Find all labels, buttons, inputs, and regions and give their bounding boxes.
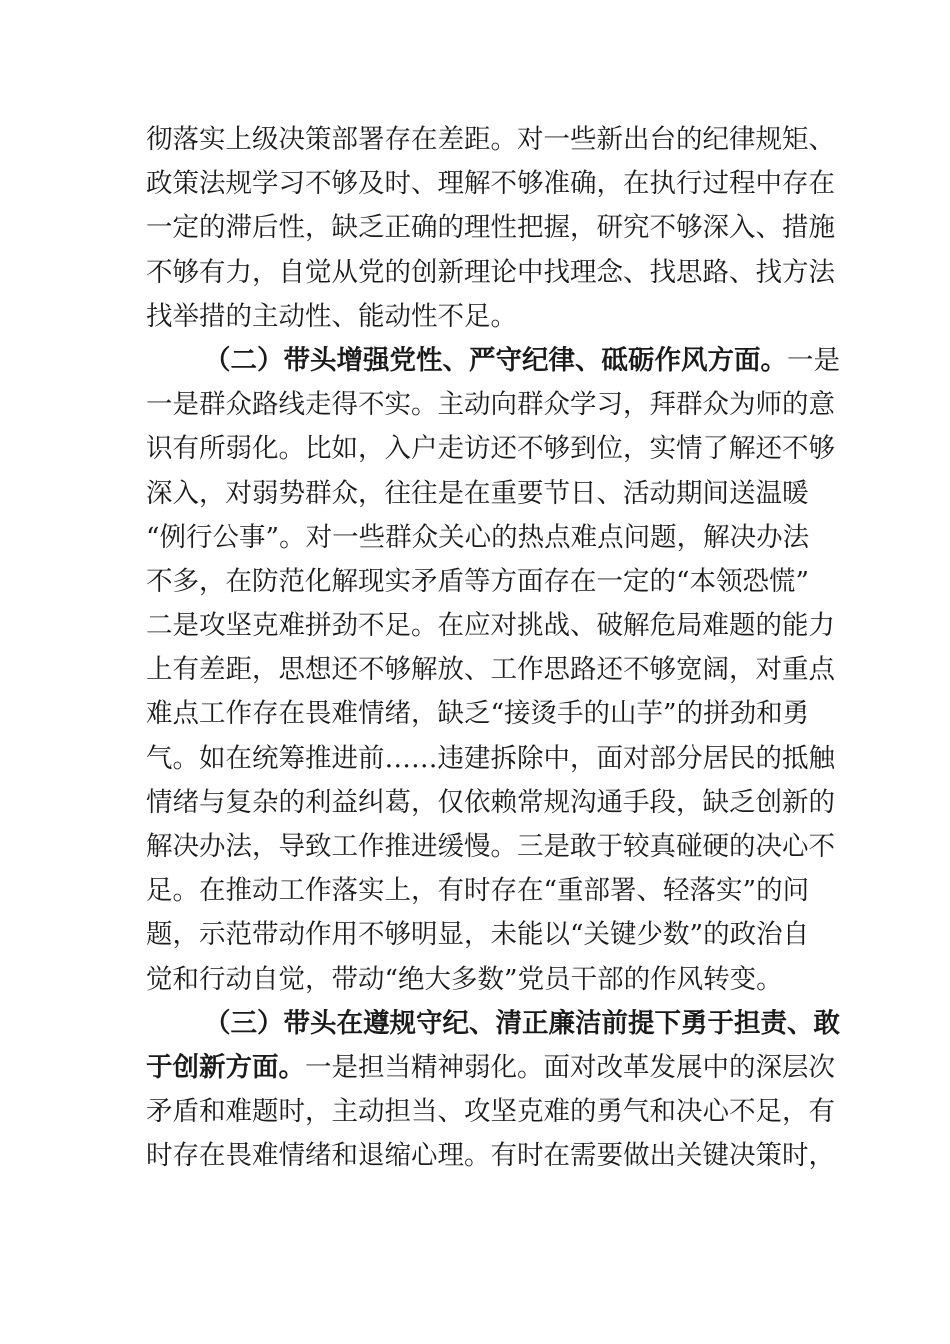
text-line: 题，示范带动作用不够明显，未能以“关键少数”的政治自 <box>146 919 810 951</box>
section-heading-line <box>146 1002 840 1046</box>
document-body <box>146 118 840 1179</box>
text-line: “例行公事”。对一些群众关心的热点难点问题，解决办法 <box>146 521 810 553</box>
text-line: 矛盾和难题时，主动担当、攻坚克难的勇气和决心不足，有 <box>146 1096 835 1128</box>
text-line: 一定的滞后性，缺乏正确的理性把握，研究不够深入、措施 <box>146 212 835 244</box>
text-line: 足。在推动工作落实上，有时存在“重部署、轻落实”的问 <box>146 875 810 907</box>
text-line: 难点工作存在畏难情绪，缺乏“接烫手的山芋”的拼劲和勇 <box>146 698 810 730</box>
text-line: 气。如在统筹推进前……违建拆除中，面对部分居民的抵触 <box>146 742 835 774</box>
section-heading-2: （二）带头增强党性、严守纪律、砥砺作风方面。 <box>204 344 787 376</box>
text-line: 深入，对弱势群众，往往是在重要节日、活动期间送温暖 <box>146 477 809 509</box>
section-heading-line: （二）带头增强党性、严守纪律、砥砺作风方面。一是 <box>204 344 840 376</box>
text-line: 政策法规学习不够及时、理解不够准确，在执行过程中存在 <box>146 168 835 200</box>
text-line: 时存在畏难情绪和退缩心理。有时在需要做出关键决策时， <box>146 1140 835 1172</box>
section-heading-3-end: 于创新方面。 <box>146 1051 305 1083</box>
text-line: 识有所弱化。比如，入户走访还不够到位，实情了解还不够 <box>146 433 835 465</box>
text-line: 一是群众路线走得不实。主动向群众学习，拜群众为师的意 <box>146 389 835 421</box>
text-line: 解决办法，导致工作推进缓慢。三是敢于较真碰硬的决心不 <box>146 831 835 862</box>
text-line: 上有差距，思想还不够解放、工作思路还不够宽阔，对重点 <box>146 654 835 686</box>
text-line: 二是攻坚克难拼劲不足。在应对挑战、破解危局难题的能力 <box>146 610 835 642</box>
text-line: 于创新方面。一是担当精神弱化。面对改革发展中的深层次 <box>146 1051 835 1083</box>
text-line: 彻落实上级决策部署存在差距。对一些新出台的纪律规矩、 <box>146 124 835 155</box>
text-line: 情绪与复杂的利益纠葛，仅依赖常规沟通手段，缺乏创新的 <box>146 786 835 818</box>
text-line: 不够有力，自觉从党的创新理论中找理念、找思路、找方法 <box>146 256 835 288</box>
text-line: 不多，在防范化解现实矛盾等方面存在一定的“本领恐慌” <box>146 565 810 597</box>
text-line: 觉和行动自觉，带动“绝大多数”党员干部的作风转变。 <box>146 963 783 995</box>
section-heading-3: （三）带头在遵规守纪、清正廉洁前提下勇于担责、敢 <box>204 1007 840 1039</box>
text-line: 找举措的主动性、能动性不足。 <box>146 300 517 332</box>
